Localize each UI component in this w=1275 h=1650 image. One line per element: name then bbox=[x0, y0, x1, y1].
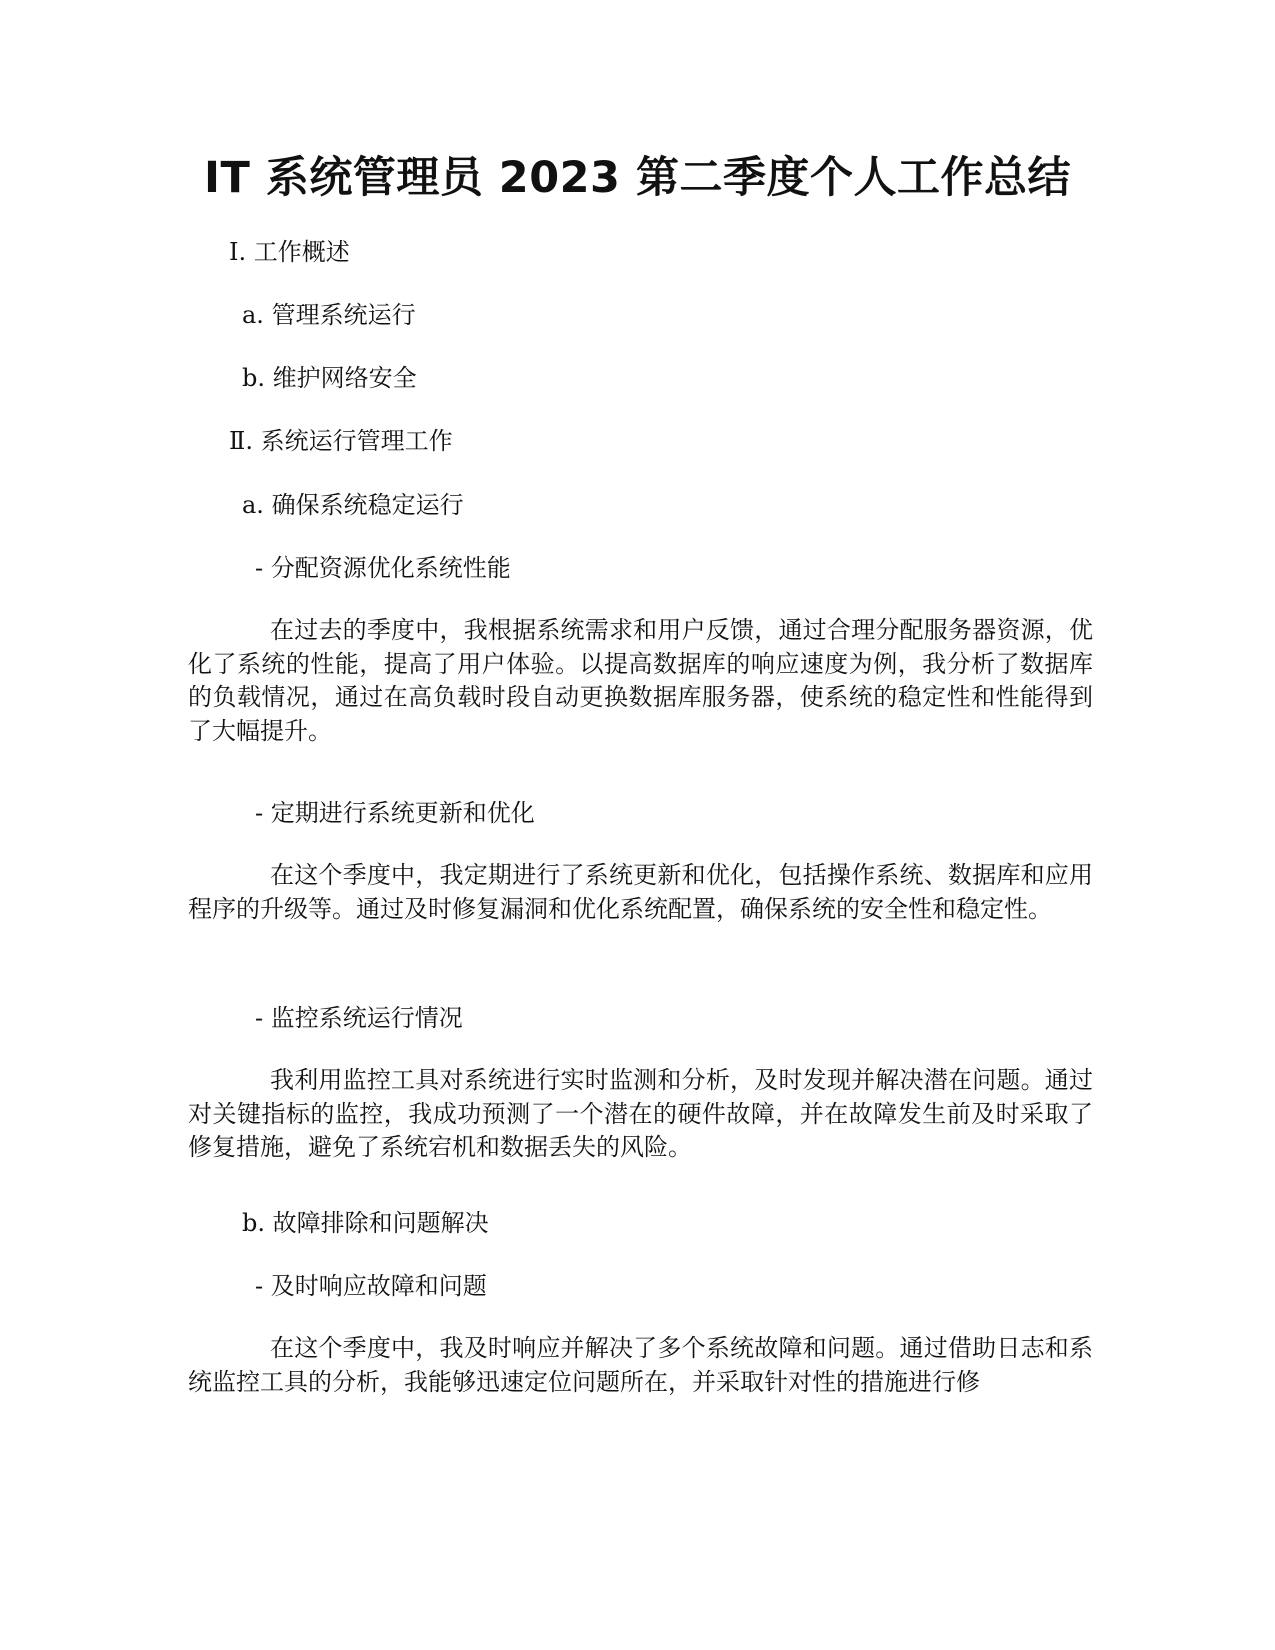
document-title: IT 系统管理员 2023 第二季度个人工作总结 bbox=[204, 153, 1071, 203]
bullet-system-updates: - 定期进行系统更新和优化 bbox=[255, 799, 535, 827]
subheading-network-security: b. 维护网络安全 bbox=[242, 364, 417, 392]
bullet-fault-response: - 及时响应故障和问题 bbox=[255, 1272, 487, 1300]
section-heading-system-ops: Ⅱ. 系统运行管理工作 bbox=[229, 427, 453, 455]
bullet-monitoring: - 监控系统运行情况 bbox=[255, 1004, 463, 1032]
subheading-stable-operation: a. 确保系统稳定运行 bbox=[242, 491, 464, 519]
subheading-troubleshooting: b. 故障排除和问题解决 bbox=[242, 1209, 489, 1237]
paragraph-resource-allocation: 在过去的季度中，我根据系统需求和用户反馈，通过合理分配服务器资源，优化了系统的性能，提高了用户体验。以提高数据库的响应速度为例，我分析了数据库的负载情况，通过在高负载时段自动更换数据库服务器，使系统的稳定性和性能得到了大幅提升。 bbox=[188, 616, 1093, 745]
paragraph-system-updates: 在这个季度中，我定期进行了系统更新和优化，包括操作系统、数据库和应用程序的升级等。通过及时修复漏洞和优化系统配置，确保系统的安全性和稳定性。 bbox=[188, 861, 1093, 923]
paragraph-fault-response: 在这个季度中，我及时响应并解决了多个系统故障和问题。通过借助日志和系统监控工具的分析，我能够迅速定位问题所在，并采取针对性的措施进行修 bbox=[188, 1334, 1093, 1396]
paragraph-monitoring: 我利用监控工具对系统进行实时监测和分析，及时发现并解决潜在问题。通过对关键指标的监控，我成功预测了一个潜在的硬件故障，并在故障发生前及时采取了修复措施，避免了系统宕机和数据丢失的风险。 bbox=[188, 1066, 1093, 1161]
subheading-manage-system: a. 管理系统运行 bbox=[242, 301, 416, 329]
bullet-resource-allocation: - 分配资源优化系统性能 bbox=[255, 554, 511, 582]
section-heading-overview: I. 工作概述 bbox=[229, 238, 350, 266]
